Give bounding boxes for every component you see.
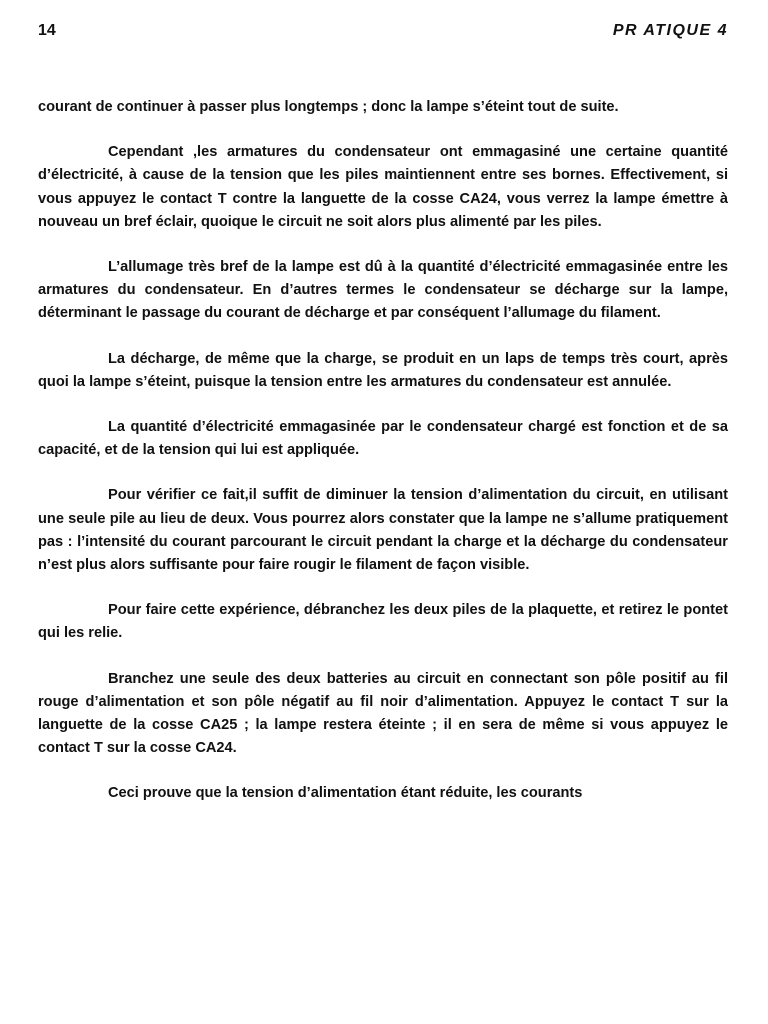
running-title: PR ATIQUE 4 [612, 22, 728, 39]
paragraph: L’allumage très bref de la lampe est dû à la quantité d’électricité emmagasinée entre les armatures du condensateur. En d’autres termes le condensateur se décharge sur la lampe, déterminant le passage du courant de décharge et par conséquent l’allumage du filament. [38, 259, 728, 322]
paragraph: Branchez une seule des deux batteries au circuit en connectant son pôle positif au fil rouge d’alimentation et son pôle négatif au fil noir d’alimentation. Appuyez le contact T sur la languette de la cosse CA25 ; la lampe restera éteinte ; il en sera de même si vous appuyez le contact T sur la cosse CA24. [38, 670, 728, 757]
page-number: 14 [38, 22, 56, 39]
paragraph: La décharge, de même que la charge, se produit en un laps de temps très court, après quoi la lampe s’éteint, puisque la tension entre les armatures du condensateur est annulée. [38, 350, 728, 390]
paragraph: Cependant ,les armatures du condensateur ont emmagasiné une certaine quantité d’électricité, à cause de la tension que les piles maintiennent entre ses bornes. Effectivement, si vous appuyez le contact T contre la languette de la cosse CA24, vous verrez la lampe émettre à nouveau un bref éclair, quoique le circuit ne soit alors plus alimenté par les piles. [38, 144, 728, 230]
paragraph-continued: courant de continuer à passer plus longtemps ; donc la lampe s’éteint tout de suite. [38, 99, 619, 115]
paragraph: Ceci prouve que la tension d’alimentation étant réduite, les courants [108, 785, 583, 802]
body-text [38, 96, 728, 828]
paragraph: Pour vérifier ce fait,il suffit de diminuer la tension d’alimentation du circuit, en utilisant une seule pile au lieu de deux. Vous pourrez alors constater que la lampe ne s’allume pratiquement pas : l’intensité du courant parcourant le circuit pendant la charge et la décharge du condensateur n’est plus alors suffisante pour faire rougir le filament de façon visible. [38, 487, 728, 574]
paragraph: La quantité d’électricité emmagasinée par le condensateur chargé est fonction et de sa capacité, et de la tension qui lui est appliquée. [38, 419, 728, 459]
page-header [38, 22, 728, 46]
paragraph: Pour faire cette expérience, débranchez les deux piles de la plaquette, et retirez le pontet qui les relie. [38, 602, 728, 642]
